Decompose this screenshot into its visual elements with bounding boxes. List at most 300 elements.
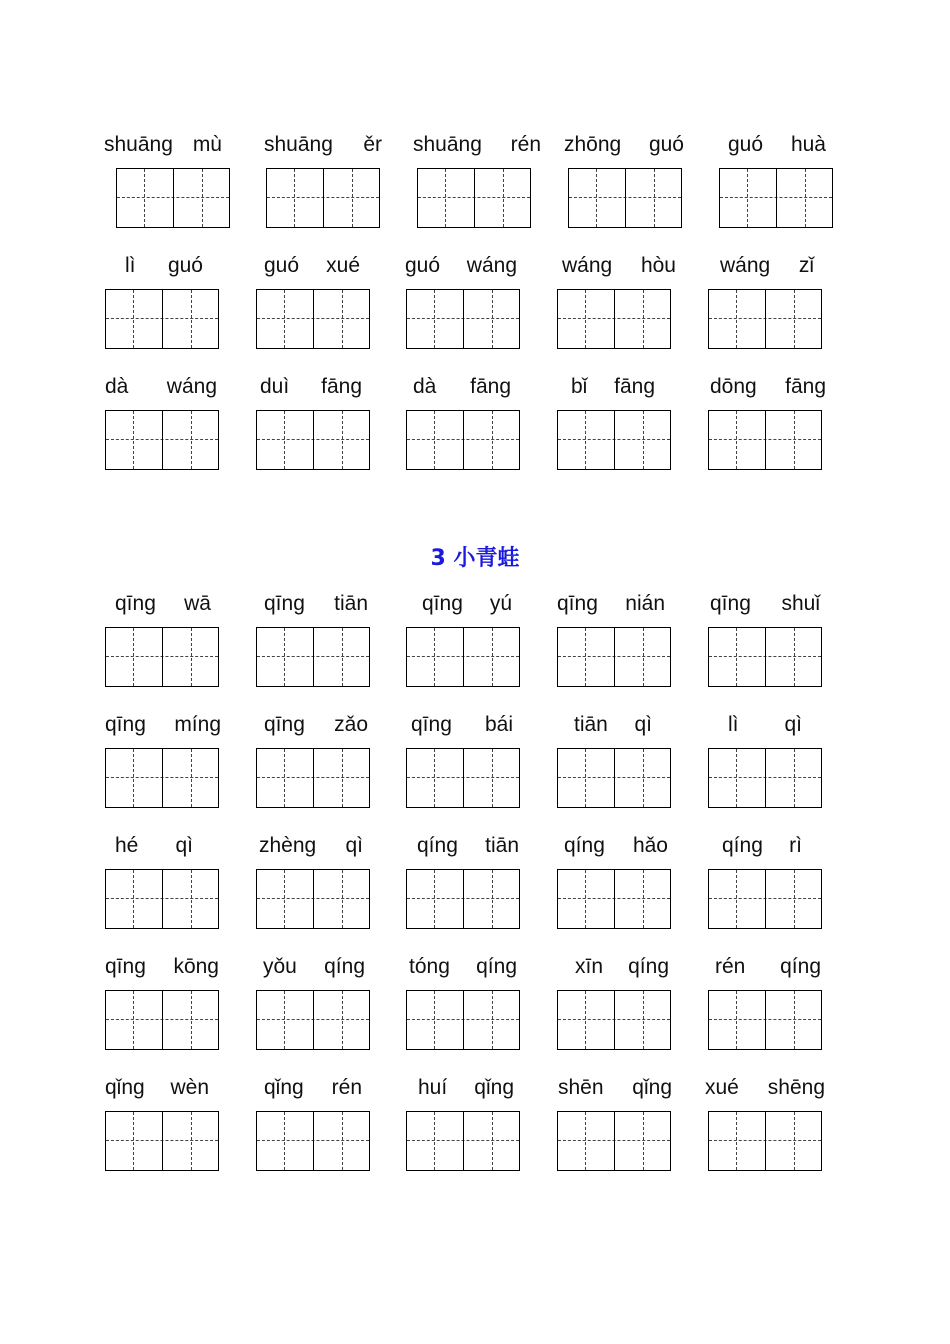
- box-divider: [162, 1112, 163, 1170]
- box-divider: [463, 411, 464, 469]
- pinyin-syllable-2: fāng: [470, 375, 511, 398]
- box-guide-line: [284, 290, 285, 348]
- box-guide-line: [191, 628, 192, 686]
- box-guide-line: [191, 411, 192, 469]
- box-divider: [765, 290, 766, 348]
- pinyin-syllable-1: shuāng: [104, 133, 173, 156]
- tianzige-writing-box[interactable]: [406, 289, 520, 349]
- box-guide-line: [191, 991, 192, 1049]
- word-cell: [105, 1073, 223, 1173]
- box-guide-line: [585, 991, 586, 1049]
- box-guide-line: [342, 290, 343, 348]
- word-cell: [256, 831, 374, 931]
- pinyin-syllable-2: qǐng: [474, 1076, 514, 1099]
- word-cell: [406, 372, 524, 472]
- box-divider: [162, 870, 163, 928]
- word-cell: [105, 831, 223, 931]
- box-guide-line: [585, 870, 586, 928]
- pinyin-syllable-1: qíng: [564, 834, 605, 857]
- pinyin-label: [105, 952, 219, 982]
- box-guide-line: [736, 1112, 737, 1170]
- box-guide-line: [492, 749, 493, 807]
- box-guide-line: [202, 169, 203, 227]
- box-divider: [765, 870, 766, 928]
- pinyin-syllable-1: zhèng: [259, 834, 317, 857]
- box-guide-line: [342, 628, 343, 686]
- box-guide-line: [794, 749, 795, 807]
- word-cell: [557, 372, 675, 472]
- pinyin-syllable-1: shēn: [558, 1076, 604, 1099]
- box-guide-line: [492, 991, 493, 1049]
- word-cell: [406, 1073, 524, 1173]
- box-guide-line: [284, 628, 285, 686]
- word-cell: [708, 372, 826, 472]
- pinyin-label: [562, 251, 676, 281]
- pinyin-syllable-1: rén: [715, 955, 746, 978]
- pinyin-syllable-1: dà: [413, 375, 437, 398]
- box-divider: [162, 628, 163, 686]
- pinyin-label: [125, 251, 203, 281]
- box-divider: [162, 991, 163, 1049]
- pinyin-label: [418, 1073, 514, 1103]
- tianzige-writing-box[interactable]: [557, 289, 671, 349]
- pinyin-label: [705, 1073, 825, 1103]
- pinyin-label: [115, 589, 211, 619]
- pinyin-syllable-2: shuǐ: [781, 592, 820, 615]
- pinyin-syllable-1: yǒu: [263, 955, 297, 978]
- pinyin-syllable-1: qīng: [411, 713, 452, 736]
- word-cell: [705, 1073, 826, 1173]
- pinyin-syllable-1: qīng: [264, 713, 305, 736]
- word-cell: [708, 831, 826, 931]
- box-guide-line: [133, 870, 134, 928]
- box-guide-line: [434, 991, 435, 1049]
- box-guide-line: [445, 169, 446, 227]
- word-cell: [406, 251, 524, 351]
- box-guide-line: [643, 991, 644, 1049]
- pinyin-label: [413, 130, 541, 160]
- tianzige-writing-box[interactable]: [719, 168, 833, 228]
- box-guide-line: [434, 628, 435, 686]
- word-cell: [104, 130, 222, 230]
- box-guide-line: [585, 290, 586, 348]
- box-guide-line: [643, 749, 644, 807]
- box-guide-line: [352, 169, 353, 227]
- tianzige-writing-box[interactable]: [266, 168, 380, 228]
- box-divider: [313, 749, 314, 807]
- pinyin-syllable-1: wáng: [562, 254, 613, 277]
- word-cell: [406, 710, 524, 810]
- pinyin-syllable-1: qīng: [422, 592, 463, 615]
- box-divider: [765, 628, 766, 686]
- pinyin-syllable-1: qǐng: [264, 1076, 304, 1099]
- pinyin-syllable-1: qíng: [417, 834, 458, 857]
- pinyin-label: [411, 710, 513, 740]
- pinyin-syllable-2: hǎo: [632, 834, 668, 857]
- tianzige-writing-box[interactable]: [406, 1111, 520, 1171]
- box-guide-line: [342, 411, 343, 469]
- box-divider: [463, 628, 464, 686]
- box-guide-line: [492, 411, 493, 469]
- box-guide-line: [794, 628, 795, 686]
- box-divider: [313, 628, 314, 686]
- pinyin-label: [571, 372, 655, 402]
- box-divider: [765, 1112, 766, 1170]
- box-guide-line: [284, 749, 285, 807]
- box-guide-line: [133, 628, 134, 686]
- box-guide-line: [191, 290, 192, 348]
- word-row: [0, 1073, 950, 1183]
- box-divider: [313, 1112, 314, 1170]
- tianzige-writing-box[interactable]: [557, 869, 671, 929]
- box-divider: [614, 870, 615, 928]
- box-divider: [463, 749, 464, 807]
- pinyin-label: [417, 831, 519, 861]
- pinyin-syllable-2: qì: [784, 713, 802, 736]
- word-cell: [708, 589, 826, 689]
- tianzige-writing-box[interactable]: [557, 1111, 671, 1171]
- box-guide-line: [736, 290, 737, 348]
- word-cell: [413, 130, 541, 230]
- word-cell: [105, 952, 223, 1052]
- pinyin-syllable-1: qīng: [557, 592, 598, 615]
- tianzige-writing-box[interactable]: [406, 410, 520, 470]
- pinyin-syllable-1: shuāng: [413, 133, 482, 156]
- word-cell: [557, 831, 675, 931]
- box-guide-line: [144, 169, 145, 227]
- pinyin-syllable-2: qíng: [324, 955, 365, 978]
- pinyin-syllable-1: xīn: [575, 955, 604, 978]
- pinyin-label: [710, 372, 826, 402]
- pinyin-syllable-1: qīng: [264, 592, 305, 615]
- tianzige-writing-box[interactable]: [105, 990, 219, 1050]
- pinyin-label: [105, 710, 221, 740]
- box-divider: [614, 290, 615, 348]
- pinyin-label: [264, 130, 382, 160]
- box-guide-line: [585, 628, 586, 686]
- word-cell: [256, 710, 374, 810]
- pinyin-syllable-2: wā: [184, 592, 211, 615]
- pinyin-label: [564, 831, 668, 861]
- pinyin-syllable-2: qíng: [780, 955, 821, 978]
- tianzige-writing-box[interactable]: [708, 289, 822, 349]
- tianzige-writing-box[interactable]: [406, 990, 520, 1050]
- pinyin-syllable-1: tiān: [574, 713, 608, 736]
- tianzige-writing-box[interactable]: [406, 869, 520, 929]
- box-guide-line: [294, 169, 295, 227]
- box-guide-line: [596, 169, 597, 227]
- tianzige-writing-box[interactable]: [708, 627, 822, 687]
- tianzige-writing-box[interactable]: [105, 1111, 219, 1171]
- box-guide-line: [492, 628, 493, 686]
- box-divider: [765, 411, 766, 469]
- pinyin-syllable-2: kōng: [173, 955, 219, 978]
- box-guide-line: [654, 169, 655, 227]
- pinyin-syllable-2: fāng: [321, 375, 362, 398]
- pinyin-syllable-2: yú: [489, 592, 512, 615]
- pinyin-syllable-1: tóng: [409, 955, 450, 978]
- box-guide-line: [643, 628, 644, 686]
- pinyin-syllable-2: rì: [789, 834, 802, 857]
- tianzige-writing-box[interactable]: [708, 410, 822, 470]
- tianzige-writing-box[interactable]: [557, 748, 671, 808]
- box-guide-line: [643, 870, 644, 928]
- pinyin-syllable-2: guó: [167, 254, 203, 277]
- pinyin-syllable-1: lì: [125, 254, 136, 277]
- tianzige-writing-box[interactable]: [105, 869, 219, 929]
- word-cell: [256, 251, 374, 351]
- box-guide-line: [794, 290, 795, 348]
- pinyin-label: [728, 710, 802, 740]
- box-divider: [162, 290, 163, 348]
- tianzige-writing-box[interactable]: [256, 1111, 370, 1171]
- pinyin-label: [413, 372, 511, 402]
- box-divider: [162, 411, 163, 469]
- pinyin-syllable-1: zhōng: [564, 133, 622, 156]
- pinyin-syllable-1: wáng: [720, 254, 771, 277]
- word-cell: [718, 130, 836, 230]
- box-guide-line: [133, 290, 134, 348]
- pinyin-syllable-2: hòu: [640, 254, 676, 277]
- pinyin-syllable-2: míng: [174, 713, 221, 736]
- box-guide-line: [434, 411, 435, 469]
- box-guide-line: [342, 1112, 343, 1170]
- box-divider: [313, 290, 314, 348]
- tianzige-writing-box[interactable]: [256, 990, 370, 1050]
- box-guide-line: [191, 870, 192, 928]
- pinyin-syllable-2: fāng: [785, 375, 826, 398]
- box-divider: [463, 290, 464, 348]
- box-guide-line: [284, 411, 285, 469]
- pinyin-syllable-1: xué: [705, 1076, 739, 1099]
- word-row: [0, 372, 950, 482]
- box-divider: [463, 1112, 464, 1170]
- word-cell: [105, 710, 223, 810]
- tianzige-writing-box[interactable]: [105, 289, 219, 349]
- tianzige-writing-box[interactable]: [708, 1111, 822, 1171]
- box-guide-line: [794, 411, 795, 469]
- pinyin-label: [405, 251, 517, 281]
- word-cell: [406, 952, 524, 1052]
- tianzige-writing-box[interactable]: [256, 748, 370, 808]
- box-divider: [313, 991, 314, 1049]
- box-guide-line: [133, 991, 134, 1049]
- pinyin-syllable-2: qíng: [476, 955, 517, 978]
- word-cell: [256, 589, 374, 689]
- word-row: [0, 831, 950, 941]
- tianzige-writing-box[interactable]: [557, 410, 671, 470]
- box-divider: [173, 169, 174, 227]
- tianzige-writing-box[interactable]: [406, 748, 520, 808]
- tianzige-writing-box[interactable]: [557, 627, 671, 687]
- tianzige-writing-box[interactable]: [256, 869, 370, 929]
- box-divider: [323, 169, 324, 227]
- pinyin-syllable-1: qīng: [710, 592, 751, 615]
- pinyin-label: [564, 130, 684, 160]
- tianzige-writing-box[interactable]: [708, 990, 822, 1050]
- tianzige-writing-box[interactable]: [256, 627, 370, 687]
- tianzige-writing-box[interactable]: [105, 627, 219, 687]
- box-guide-line: [434, 870, 435, 928]
- word-cell: [708, 251, 826, 351]
- pinyin-syllable-2: shēng: [767, 1076, 825, 1099]
- pinyin-label: [115, 831, 193, 861]
- box-divider: [474, 169, 475, 227]
- box-divider: [776, 169, 777, 227]
- box-divider: [614, 411, 615, 469]
- pinyin-syllable-1: shuāng: [264, 133, 333, 156]
- pinyin-syllable-2: tiān: [485, 834, 519, 857]
- box-guide-line: [585, 411, 586, 469]
- box-guide-line: [434, 749, 435, 807]
- box-guide-line: [794, 1112, 795, 1170]
- pinyin-label: [720, 251, 814, 281]
- word-cell: [264, 130, 382, 230]
- pinyin-syllable-2: mù: [192, 133, 222, 156]
- pinyin-syllable-1: qīng: [115, 592, 156, 615]
- word-cell: [105, 589, 223, 689]
- word-cell: [256, 372, 374, 472]
- box-divider: [162, 749, 163, 807]
- pinyin-syllable-1: qīng: [105, 713, 146, 736]
- lesson-heading: 3 小青蛙: [430, 546, 520, 571]
- word-cell: [557, 1073, 675, 1173]
- word-cell: [557, 952, 675, 1052]
- tianzige-writing-box[interactable]: [116, 168, 230, 228]
- box-divider: [313, 870, 314, 928]
- pinyin-syllable-1: bǐ: [571, 375, 588, 398]
- box-guide-line: [133, 411, 134, 469]
- pinyin-label: [728, 130, 826, 160]
- box-guide-line: [794, 991, 795, 1049]
- pinyin-syllable-1: guó: [405, 254, 441, 277]
- pinyin-syllable-2: qì: [634, 713, 652, 736]
- pinyin-syllable-1: guó: [728, 133, 764, 156]
- pinyin-label: [105, 372, 217, 402]
- box-guide-line: [492, 870, 493, 928]
- word-row: [0, 952, 950, 1062]
- pinyin-label: [260, 372, 362, 402]
- tianzige-writing-box[interactable]: [557, 990, 671, 1050]
- word-cell: [557, 589, 675, 689]
- pinyin-syllable-1: hé: [115, 834, 139, 857]
- pinyin-syllable-2: tiān: [334, 592, 368, 615]
- pinyin-label: [422, 589, 512, 619]
- pinyin-syllable-1: dōng: [710, 375, 757, 398]
- word-cell: [564, 130, 682, 230]
- pinyin-label: [558, 1073, 672, 1103]
- pinyin-label: [722, 831, 802, 861]
- tianzige-writing-box[interactable]: [568, 168, 682, 228]
- box-guide-line: [736, 991, 737, 1049]
- box-divider: [625, 169, 626, 227]
- pinyin-syllable-2: qíng: [628, 955, 669, 978]
- box-guide-line: [736, 628, 737, 686]
- pinyin-label: [575, 952, 669, 982]
- box-divider: [614, 628, 615, 686]
- box-guide-line: [736, 411, 737, 469]
- box-divider: [765, 991, 766, 1049]
- pinyin-syllable-2: rén: [510, 133, 541, 156]
- pinyin-syllable-2: guó: [648, 133, 684, 156]
- box-guide-line: [643, 411, 644, 469]
- pinyin-label: [715, 952, 821, 982]
- tianzige-writing-box[interactable]: [256, 289, 370, 349]
- pinyin-label: [264, 1073, 362, 1103]
- pinyin-syllable-2: zǎo: [334, 713, 368, 736]
- tianzige-writing-box[interactable]: [406, 627, 520, 687]
- pinyin-label: [710, 589, 820, 619]
- box-guide-line: [805, 169, 806, 227]
- box-divider: [614, 749, 615, 807]
- box-guide-line: [434, 290, 435, 348]
- word-row: [0, 589, 950, 699]
- box-guide-line: [284, 870, 285, 928]
- box-guide-line: [492, 290, 493, 348]
- tianzige-writing-box[interactable]: [105, 410, 219, 470]
- tianzige-writing-box[interactable]: [708, 748, 822, 808]
- box-guide-line: [342, 870, 343, 928]
- word-row: [0, 130, 950, 240]
- pinyin-syllable-1: qīng: [105, 955, 146, 978]
- pinyin-syllable-2: wáng: [466, 254, 517, 277]
- box-guide-line: [736, 870, 737, 928]
- box-divider: [765, 749, 766, 807]
- pinyin-syllable-1: dà: [105, 375, 129, 398]
- word-cell: [256, 1073, 374, 1173]
- pinyin-syllable-1: lì: [728, 713, 739, 736]
- pinyin-label: [105, 1073, 209, 1103]
- pinyin-label: [104, 130, 222, 160]
- pinyin-syllable-2: qǐng: [632, 1076, 672, 1099]
- tianzige-writing-box[interactable]: [256, 410, 370, 470]
- box-guide-line: [794, 870, 795, 928]
- tianzige-writing-box[interactable]: [105, 748, 219, 808]
- box-guide-line: [133, 1112, 134, 1170]
- box-guide-line: [585, 749, 586, 807]
- pinyin-label: [557, 589, 665, 619]
- pinyin-syllable-2: ěr: [363, 133, 382, 156]
- box-guide-line: [643, 290, 644, 348]
- box-guide-line: [191, 1112, 192, 1170]
- word-cell: [708, 710, 826, 810]
- pinyin-label: [264, 589, 368, 619]
- tianzige-writing-box[interactable]: [417, 168, 531, 228]
- pinyin-syllable-2: bái: [484, 713, 513, 736]
- pinyin-syllable-2: rén: [331, 1076, 362, 1099]
- pinyin-syllable-2: zǐ: [798, 254, 814, 277]
- word-cell: [105, 372, 223, 472]
- tianzige-writing-box[interactable]: [708, 869, 822, 929]
- word-row: [0, 710, 950, 820]
- box-guide-line: [284, 991, 285, 1049]
- pinyin-label: [409, 952, 517, 982]
- box-guide-line: [492, 1112, 493, 1170]
- pinyin-label: [263, 952, 365, 982]
- pinyin-label: [574, 710, 652, 740]
- word-cell: [406, 589, 524, 689]
- box-guide-line: [434, 1112, 435, 1170]
- box-guide-line: [747, 169, 748, 227]
- pinyin-label: [259, 831, 363, 861]
- box-guide-line: [133, 749, 134, 807]
- word-cell: [557, 710, 675, 810]
- pinyin-syllable-1: qǐng: [105, 1076, 145, 1099]
- box-divider: [463, 991, 464, 1049]
- pinyin-label: [264, 251, 360, 281]
- box-guide-line: [736, 749, 737, 807]
- word-cell: [406, 831, 524, 931]
